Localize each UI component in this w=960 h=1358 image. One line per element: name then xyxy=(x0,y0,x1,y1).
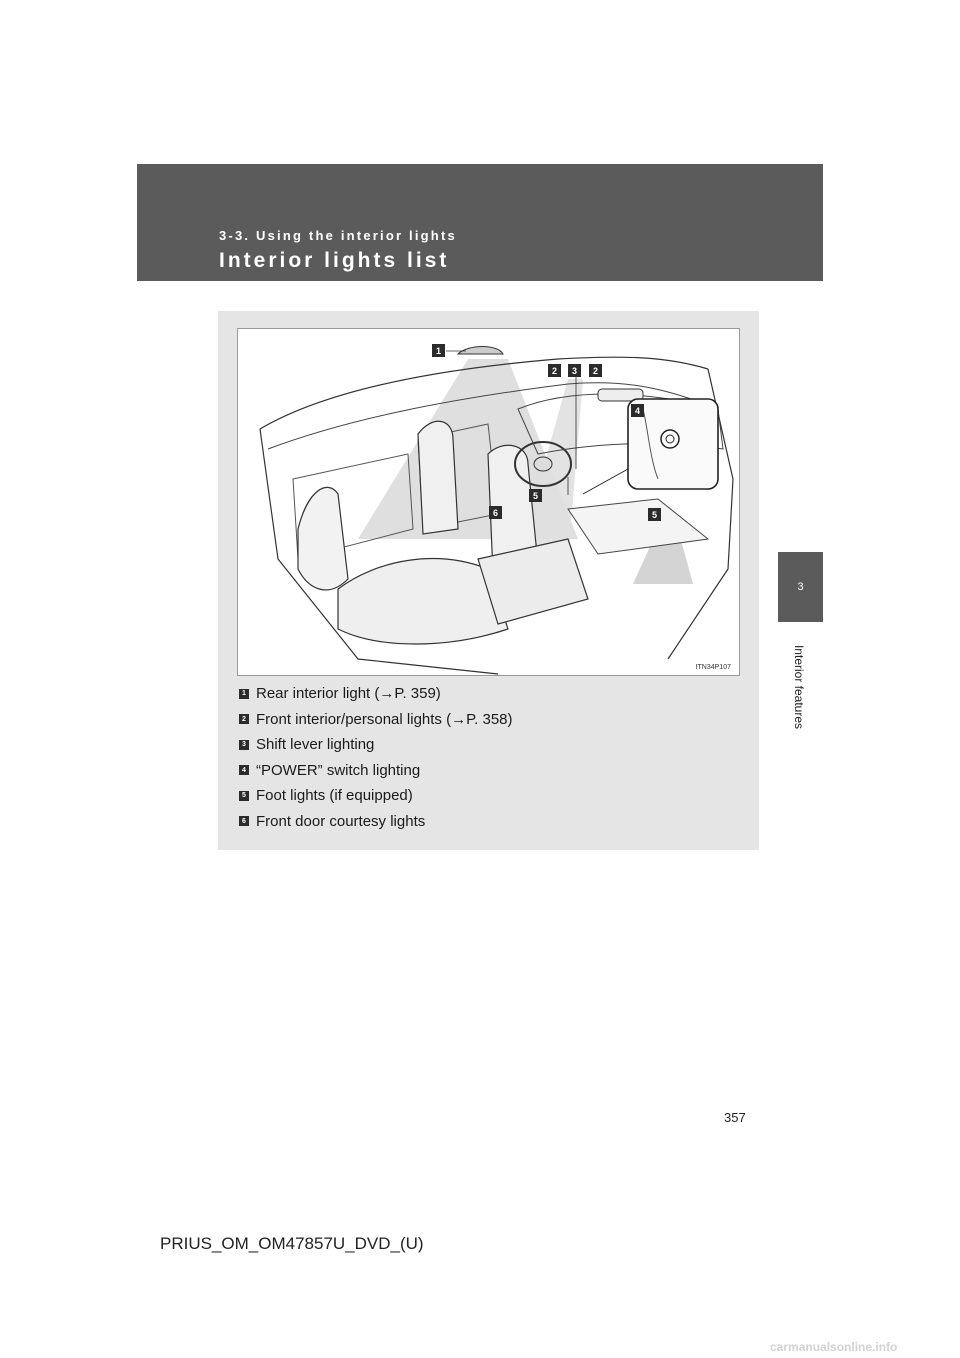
legend-number: 5 xyxy=(239,791,249,801)
legend-number: 1 xyxy=(239,689,249,699)
legend-text: “POWER” switch lighting xyxy=(256,761,421,779)
legend-number: 3 xyxy=(239,740,249,750)
page-title: Interior lights list xyxy=(219,249,450,272)
front-seat-left xyxy=(418,421,458,534)
legend-list xyxy=(239,681,739,834)
figure-panel xyxy=(218,311,759,850)
callout-3: 3 xyxy=(568,364,581,377)
chapter-label: Interior features xyxy=(792,644,807,730)
legend-text: Front interior/personal lights (→P. 358) xyxy=(256,710,513,728)
watermark: carmanualsonline.info xyxy=(770,1340,898,1354)
legend-item xyxy=(239,758,739,784)
callout-2: 2 xyxy=(548,364,561,377)
document-code: PRIUS_OM_OM47857U_DVD_(U) xyxy=(160,1234,424,1253)
callout-6: 6 xyxy=(489,506,502,519)
steering-hub xyxy=(534,457,552,471)
legend-number: 4 xyxy=(239,765,249,775)
page-number: 357 xyxy=(724,1110,746,1125)
legend-item xyxy=(239,681,739,707)
callout-5b: 5 xyxy=(648,508,661,521)
figure-code: ITN34P107 xyxy=(695,664,731,671)
rear-interior-lamp xyxy=(458,347,503,355)
inset-leader xyxy=(583,469,628,494)
legend-item xyxy=(239,809,739,835)
legend-item xyxy=(239,732,739,758)
car-interior-drawing xyxy=(238,329,741,677)
callout-1: 1 xyxy=(432,344,445,357)
power-button xyxy=(661,430,679,448)
chapter-tab[interactable] xyxy=(778,552,823,622)
legend-item xyxy=(239,783,739,809)
legend-text: Rear interior light (→P. 359) xyxy=(256,685,441,703)
car-interior-illustration xyxy=(237,328,740,676)
callout-4: 4 xyxy=(631,404,644,417)
chapter-label-container xyxy=(779,632,819,742)
legend-text: Foot lights (if equipped) xyxy=(256,787,413,805)
callout-5: 5 xyxy=(529,489,542,502)
section-label: 3-3. Using the interior lights xyxy=(219,228,457,243)
rear-seat-left xyxy=(298,487,348,590)
legend-text: Shift lever lighting xyxy=(256,736,375,754)
chapter-number: 3 xyxy=(797,581,804,593)
legend-item xyxy=(239,707,739,733)
callout-2b: 2 xyxy=(589,364,602,377)
section-header xyxy=(137,164,823,281)
center-console xyxy=(568,499,708,554)
legend-number: 2 xyxy=(239,714,249,724)
legend-text: Front door courtesy lights xyxy=(256,812,426,830)
legend-number: 6 xyxy=(239,816,249,826)
